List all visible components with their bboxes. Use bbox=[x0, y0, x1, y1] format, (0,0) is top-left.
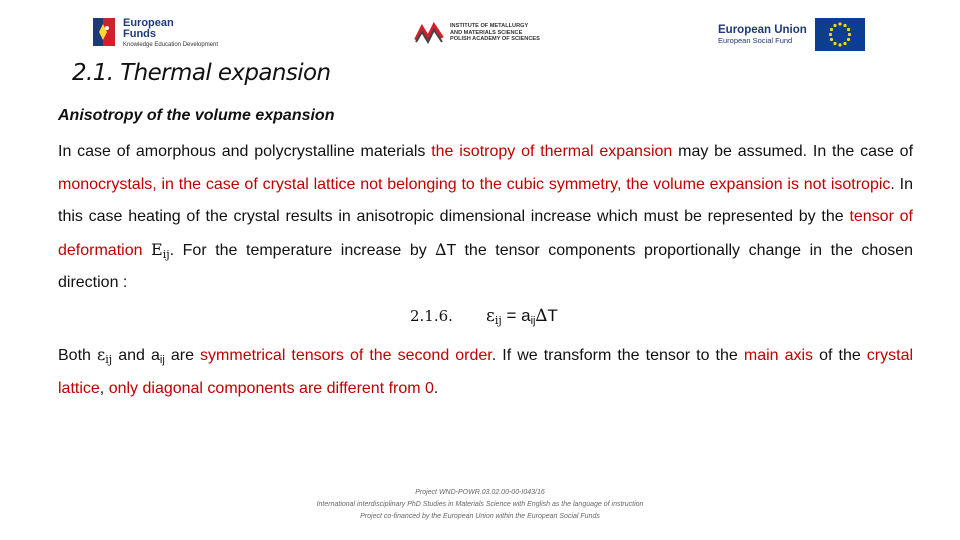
p1-text-5: T the tensor components proportionally change in the chosen direction : bbox=[58, 241, 914, 291]
p1-text-1: In case of amorphous and polycrystalline materials bbox=[58, 143, 432, 160]
p1-text-3: . In this case heating of the crystal results in anisotropic dimensional increase which must be represented by the bbox=[58, 175, 914, 225]
p2-highlight-crystal-lattice: crystal lattice bbox=[58, 347, 914, 397]
european-funds-line1: European bbox=[123, 17, 174, 29]
p2-text-5: of the bbox=[813, 347, 867, 364]
imim-line1: INSTITUTE OF METALLURGY bbox=[450, 23, 529, 30]
eq-epsilon: ε bbox=[486, 306, 495, 326]
eq-a-subscript: ij bbox=[530, 315, 536, 327]
european-funds-star-icon bbox=[92, 16, 118, 50]
p2-highlight-diagonal: only diagonal components are different from 0 bbox=[108, 379, 434, 397]
body-paragraph-2 bbox=[58, 339, 913, 405]
eu-line1: European Union bbox=[718, 23, 807, 36]
european-funds-line3: Knowledge Education Development bbox=[123, 42, 219, 48]
footer-line1: Project WND-POWR.03.02.00-00-I043/16 bbox=[415, 489, 545, 496]
equation-2-1-6 bbox=[410, 306, 558, 327]
p2-text-3: are bbox=[164, 347, 201, 364]
footer-line3: Project co-financed by the European Union within the European Social Funds bbox=[360, 513, 600, 520]
eu-line2: European Social Fund bbox=[718, 36, 793, 46]
european-funds-line2: Funds bbox=[123, 28, 156, 40]
body-paragraph-1 bbox=[58, 136, 913, 300]
slide-title: 2.1. Thermal expansion bbox=[72, 60, 331, 86]
p2-text-6: , bbox=[99, 379, 109, 397]
p1-epsilon-subscript: ij bbox=[162, 247, 170, 261]
eq-t: T bbox=[547, 306, 558, 325]
imim-zigzag-icon bbox=[414, 22, 444, 44]
project-footer bbox=[300, 487, 660, 523]
imim-line2: AND MATERIALS SCIENCE bbox=[450, 29, 523, 36]
p1-text-2: may be assumed. In the case of bbox=[672, 143, 914, 160]
p2-text-1: Both bbox=[58, 347, 97, 364]
p2-highlight-main-axis: main axis bbox=[743, 347, 814, 364]
eq-equals-a: = a bbox=[501, 306, 531, 325]
european-funds-logo bbox=[92, 16, 218, 50]
imim-line3: POLISH ACADEMY OF SCIENCES bbox=[450, 36, 540, 43]
p2-text-2: and a bbox=[112, 347, 160, 364]
european-union-logo bbox=[718, 18, 865, 51]
p2-text-4: . If we transform the tensor to the bbox=[491, 347, 744, 364]
p1-highlight-monocrystals: monocrystals, in the case of crystal lattice not belonging to the cubic symmetry, the volume expansion is not isotropic bbox=[58, 175, 891, 193]
slide-subtitle: Anisotropy of the volume expansion bbox=[58, 107, 335, 124]
eq-epsilon-subscript: ij bbox=[494, 314, 502, 327]
p2-text-7: . bbox=[433, 379, 439, 397]
p2-highlight-symmetrical: symmetrical tensors of the second order bbox=[200, 347, 492, 364]
footer-line2: International interdisciplinary PhD Studies in Materials Science with English as the language of instruction bbox=[316, 501, 644, 508]
imim-logo bbox=[414, 22, 540, 44]
eu-flag-icon bbox=[815, 18, 865, 51]
equation-body bbox=[486, 306, 558, 326]
p2-epsilon-symbol: ε bbox=[96, 345, 106, 364]
equation-number: 2.1.6. bbox=[410, 307, 453, 325]
p1-text-4: . For the temperature increase by bbox=[169, 241, 436, 259]
p1-highlight-tensor: tensor of deformation bbox=[58, 208, 913, 259]
logo-bar bbox=[0, 0, 960, 62]
p1-epsilon-symbol: Ε bbox=[151, 239, 163, 259]
p1-delta-symbol: ∆ bbox=[435, 239, 447, 259]
eq-delta: ∆ bbox=[535, 306, 548, 326]
p2-a-subscript: ij bbox=[159, 354, 165, 366]
p1-highlight-isotropy: the isotropy of thermal expansion bbox=[431, 143, 673, 160]
p2-epsilon-subscript: ij bbox=[105, 353, 113, 366]
